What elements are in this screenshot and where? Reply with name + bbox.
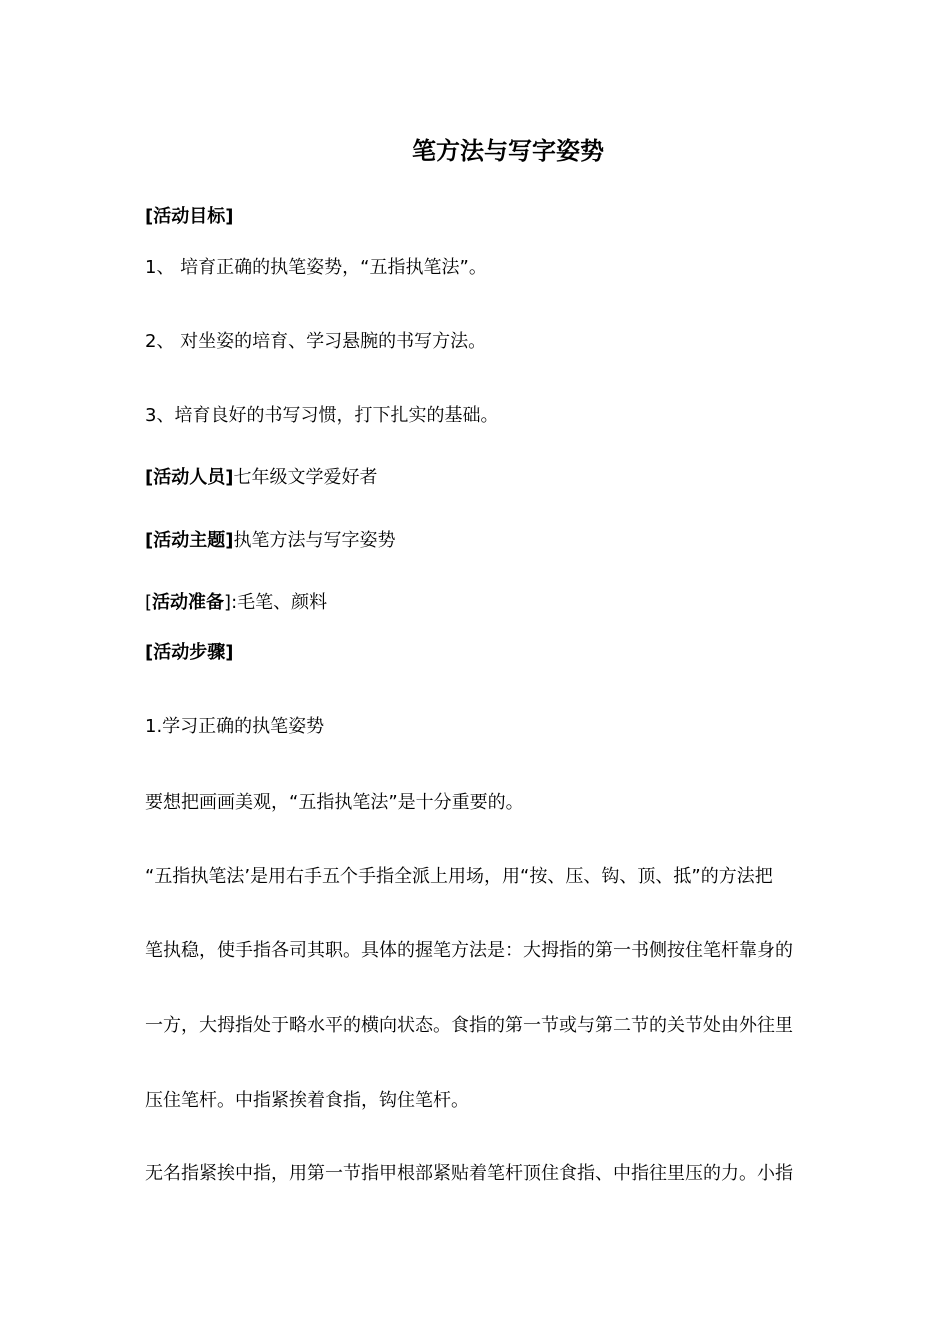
steps-heading: [活动步骤]	[145, 642, 234, 663]
prep-value: :毛笔、颜料	[231, 592, 328, 613]
prep-close-bracket: ]	[224, 592, 232, 613]
goal-item-3: 3、培育良好的书写习惯，打下扎实的基础。	[145, 405, 499, 426]
prep-open-bracket: [	[145, 592, 153, 613]
people-line	[145, 467, 377, 489]
prep-label: 活动准备	[152, 592, 225, 613]
document-title: 笔方法与写字姿势	[412, 137, 604, 165]
paragraph-line: 笔执稳，使手指各司其职。具体的握笔方法是：大拇指的第一书侧按住笔杆靠身的	[145, 940, 793, 961]
theme-label: [活动主题]	[145, 530, 234, 551]
paragraph-line: 压住笔杆。中指紧挨着食指，钩住笔杆。	[145, 1090, 469, 1111]
step-1-title: 1.学习正确的执笔姿势	[145, 716, 325, 737]
people-value: 七年级文学爱好者	[233, 467, 378, 488]
paragraph-line: “五指执笔法’是用右手五个手指全派上用场，用“按、压、钩、顶、抵”的方法把	[145, 866, 773, 887]
paragraph-line: 无名指紧挨中指，用第一节指甲根部紧贴着笔杆顶住食指、中指往里压的力。小指	[145, 1163, 793, 1184]
theme-line	[145, 530, 395, 552]
people-label: [活动人员]	[145, 467, 234, 488]
step-intro: 要想把画画美观，“五指执笔法”是十分重要的。	[145, 792, 524, 813]
goal-item-1: 1、 培育正确的执笔姿势，“五指执笔法”。	[145, 257, 487, 278]
goals-heading: [活动目标]	[145, 206, 234, 227]
paragraph-line: 一方，大拇指处于略水平的横向状态。食指的第一节或与第二节的关节处由外往里	[145, 1015, 793, 1036]
goal-item-2: 2、 对坐姿的培育、学习悬腕的书写方法。	[145, 331, 487, 352]
theme-value: 执笔方法与写字姿势	[233, 530, 396, 551]
prep-line	[145, 592, 327, 614]
